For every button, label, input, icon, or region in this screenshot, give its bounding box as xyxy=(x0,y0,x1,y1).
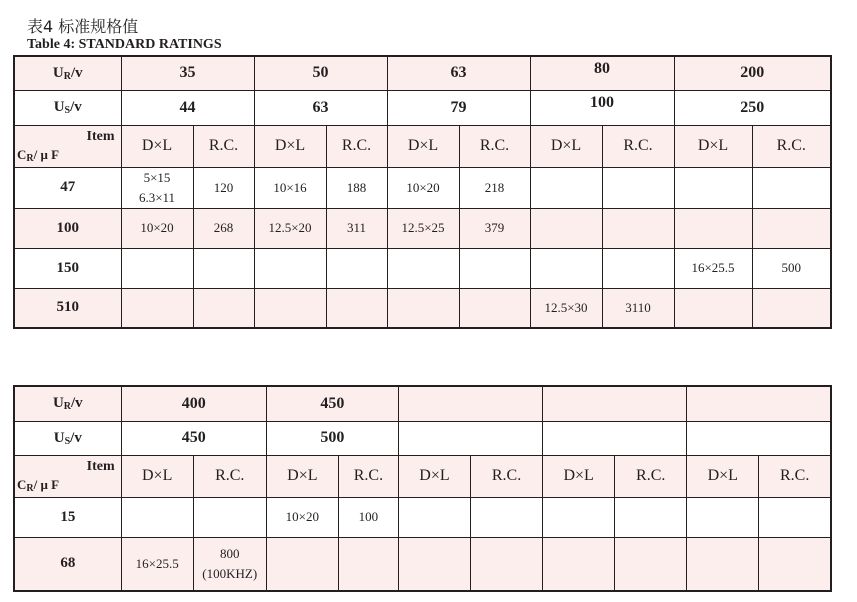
ripple-current-header: R.C. xyxy=(602,125,674,167)
us-header xyxy=(14,90,121,125)
surge-voltage-row xyxy=(14,421,831,455)
us-value: 44 xyxy=(121,90,254,125)
dimension-header: D×L xyxy=(674,125,752,167)
us-value xyxy=(543,421,687,455)
dimension-header: D×L xyxy=(387,125,459,167)
ripple-current-cell xyxy=(752,288,831,328)
dimension-header: D×L xyxy=(687,455,759,497)
us-subscript: S xyxy=(64,105,71,116)
ratings-table-2 xyxy=(13,385,832,592)
us-value: 100 xyxy=(530,90,674,125)
ur-symbol: U xyxy=(52,64,64,81)
capacitance-value: 68 xyxy=(14,537,121,591)
ripple-current-cell xyxy=(602,167,674,208)
dimension-cell xyxy=(687,497,759,537)
dimension-cell xyxy=(530,208,602,248)
dimension-header: D×L xyxy=(121,125,193,167)
ur-symbol: U xyxy=(52,395,64,412)
ripple-current-cell xyxy=(193,497,266,537)
dimension-cell xyxy=(530,248,602,288)
dimension-cell: 10×16 xyxy=(254,167,326,208)
us-value: 250 xyxy=(674,90,831,125)
ripple-current-cell xyxy=(602,248,674,288)
dimension-cell xyxy=(543,537,615,591)
ripple-current-cell xyxy=(615,537,687,591)
ripple-current-cell: 379 xyxy=(459,208,530,248)
ripple-current-cell: 311 xyxy=(326,208,387,248)
dimension-cell xyxy=(687,537,759,591)
ur-subscript: R xyxy=(63,401,72,413)
ripple-current-header: R.C. xyxy=(459,125,530,167)
ripple-current-cell xyxy=(752,167,831,208)
ripple-current-header: R.C. xyxy=(752,125,831,167)
dimension-cell xyxy=(254,288,326,328)
item-header-row xyxy=(14,125,831,167)
ripple-current-cell xyxy=(193,537,266,591)
ur-value xyxy=(398,386,542,421)
cell-line: 6.3×11 xyxy=(138,189,176,205)
cell-line: 5×15 xyxy=(143,169,171,185)
capacitance-value: 150 xyxy=(14,248,121,288)
us-value: 500 xyxy=(266,421,398,455)
rated-voltage-row xyxy=(14,386,831,421)
ripple-current-cell xyxy=(326,248,387,288)
ripple-current-cell: 188 xyxy=(326,167,387,208)
us-value: 79 xyxy=(387,90,530,125)
ur-header xyxy=(14,56,121,90)
ur-header xyxy=(14,386,121,421)
dimension-cell xyxy=(674,288,752,328)
ripple-current-header: R.C. xyxy=(193,125,254,167)
dimension-cell xyxy=(530,167,602,208)
capacitance-label xyxy=(17,147,59,164)
cr-symbol: C xyxy=(17,476,27,492)
ripple-current-header: R.C. xyxy=(193,455,266,497)
ripple-current-cell xyxy=(193,288,254,328)
ripple-current-cell xyxy=(602,208,674,248)
table-row xyxy=(14,167,831,208)
us-value: 63 xyxy=(254,90,387,125)
ripple-current-cell xyxy=(338,537,398,591)
us-symbol: U xyxy=(53,99,65,115)
ripple-current-cell: 500 xyxy=(752,248,831,288)
item-capacitance-corner xyxy=(14,455,121,497)
us-unit: /v xyxy=(70,429,82,446)
dimension-cell xyxy=(121,288,193,328)
ripple-current-cell xyxy=(615,497,687,537)
dimension-header: D×L xyxy=(543,455,615,497)
dimension-cell: 12.5×20 xyxy=(254,208,326,248)
dimension-header: D×L xyxy=(254,125,326,167)
ur-value: 200 xyxy=(674,56,831,90)
rated-voltage-row xyxy=(14,56,831,90)
us-symbol: U xyxy=(53,429,65,446)
dimension-cell xyxy=(121,248,193,288)
dimension-header: D×L xyxy=(530,125,602,167)
table-title-chinese: 表4 标准规格值 xyxy=(27,17,139,36)
ripple-current-cell xyxy=(752,208,831,248)
ur-value: 63 xyxy=(387,56,530,90)
cell-line: (100KHZ) xyxy=(202,565,258,581)
ripple-current-cell: 100 xyxy=(338,497,398,537)
ripple-current-header: R.C. xyxy=(759,455,831,497)
cr-unit: / μ F xyxy=(33,146,60,162)
ripple-current-header: R.C. xyxy=(338,455,398,497)
dimension-cell xyxy=(398,537,470,591)
ripple-current-cell xyxy=(326,288,387,328)
table-title-english: Table 4: STANDARD RATINGS xyxy=(27,37,222,52)
ur-value: 35 xyxy=(121,56,254,90)
dimension-header: D×L xyxy=(121,455,193,497)
us-header xyxy=(14,421,121,455)
ur-value xyxy=(543,386,687,421)
ripple-current-header: R.C. xyxy=(471,455,543,497)
ripple-current-header: R.C. xyxy=(326,125,387,167)
ur-value xyxy=(687,386,831,421)
dimension-cell: 10×20 xyxy=(121,208,193,248)
dimension-cell xyxy=(387,248,459,288)
item-label: Item xyxy=(86,458,115,474)
cr-unit: / μ F xyxy=(33,476,60,492)
ur-value: 450 xyxy=(266,386,398,421)
ripple-current-cell xyxy=(471,537,543,591)
table-row xyxy=(14,208,831,248)
ur-value: 50 xyxy=(254,56,387,90)
ripple-current-cell: 218 xyxy=(459,167,530,208)
dimension-cell xyxy=(254,248,326,288)
ur-subscript: R xyxy=(63,70,71,82)
capacitance-value: 15 xyxy=(14,497,121,537)
ur-unit: /v xyxy=(70,64,83,81)
ur-value: 400 xyxy=(121,386,266,421)
cell-line: 800 xyxy=(219,545,240,561)
dimension-cell: 16×25.5 xyxy=(121,537,193,591)
dimension-cell: 12.5×25 xyxy=(387,208,459,248)
dimension-cell: 16×25.5 xyxy=(674,248,752,288)
dimension-cell xyxy=(266,537,338,591)
ratings-table-1 xyxy=(13,55,832,329)
item-header-row xyxy=(14,455,831,497)
dimension-cell: 12.5×30 xyxy=(530,288,602,328)
us-unit: /v xyxy=(70,99,82,115)
capacitance-value: 100 xyxy=(14,208,121,248)
capacitance-value: 510 xyxy=(14,288,121,328)
dimension-cell xyxy=(674,208,752,248)
ripple-current-cell xyxy=(759,497,831,537)
ripple-current-cell xyxy=(459,248,530,288)
us-value xyxy=(398,421,542,455)
dimension-cell: 10×20 xyxy=(266,497,338,537)
cr-subscript: R xyxy=(26,482,34,494)
dimension-cell: 10×20 xyxy=(387,167,459,208)
us-value xyxy=(687,421,831,455)
ur-unit: /v xyxy=(71,395,83,412)
cr-symbol: C xyxy=(17,146,27,162)
cr-subscript: R xyxy=(26,152,34,164)
surge-voltage-row xyxy=(14,90,831,125)
ripple-current-cell xyxy=(459,288,530,328)
dimension-cell xyxy=(674,167,752,208)
table-row xyxy=(14,497,831,537)
ripple-current-cell xyxy=(471,497,543,537)
dimension-cell xyxy=(121,167,193,208)
us-subscript: S xyxy=(64,435,71,447)
ripple-current-cell xyxy=(759,537,831,591)
ripple-current-cell xyxy=(193,248,254,288)
ripple-current-header: R.C. xyxy=(615,455,687,497)
ripple-current-cell: 120 xyxy=(193,167,254,208)
dimension-header: D×L xyxy=(398,455,470,497)
us-value: 450 xyxy=(121,421,266,455)
item-capacitance-corner xyxy=(14,125,121,167)
ur-value: 80 xyxy=(530,56,674,90)
table-row xyxy=(14,248,831,288)
dimension-cell xyxy=(121,497,193,537)
ripple-current-cell: 268 xyxy=(193,208,254,248)
dimension-cell xyxy=(543,497,615,537)
dimension-header: D×L xyxy=(266,455,338,497)
table-row xyxy=(14,288,831,328)
dimension-cell xyxy=(387,288,459,328)
table-row xyxy=(14,537,831,591)
capacitance-label xyxy=(17,477,59,494)
capacitance-value: 47 xyxy=(14,167,121,208)
ripple-current-cell: 3110 xyxy=(602,288,674,328)
dimension-cell xyxy=(398,497,470,537)
item-label: Item xyxy=(86,128,115,144)
